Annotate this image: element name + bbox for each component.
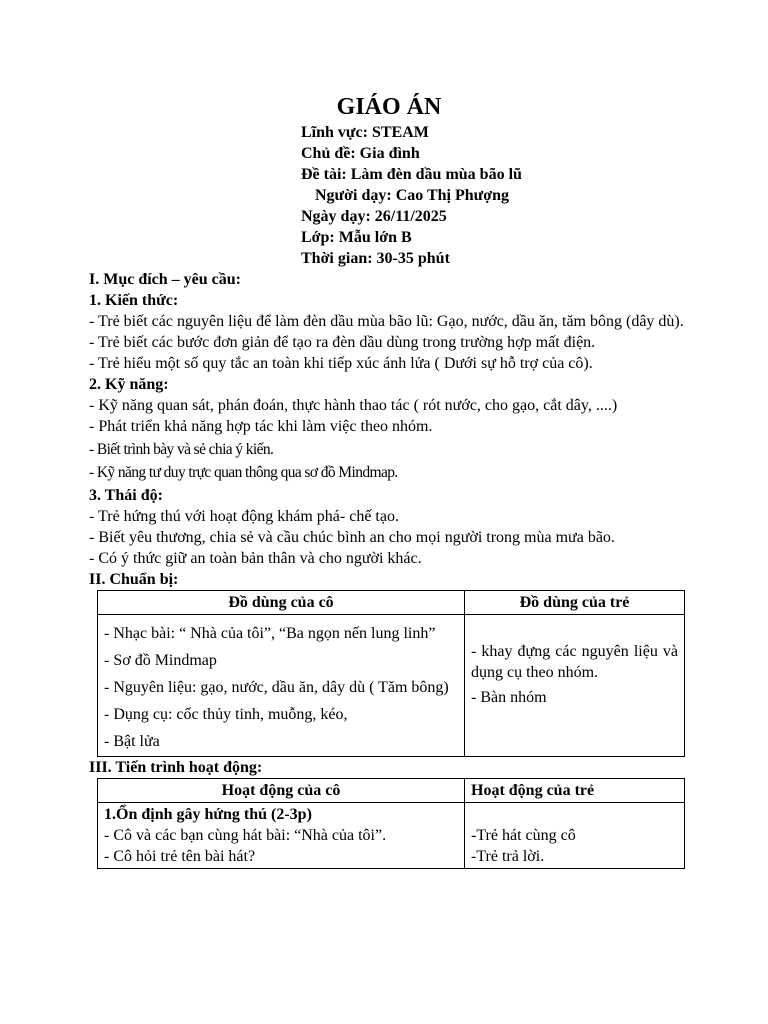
attitude-heading: 3. Thái độ: — [89, 487, 163, 504]
section-3-heading: III. Tiến trình hoạt động: — [89, 759, 263, 776]
column-header-teacher: Đồ dùng của cô — [98, 591, 465, 615]
knowledge-item: - Trẻ biết các bước đơn giản để tạo ra đèn dầu dùng trong trường hợp mất điện. — [89, 334, 596, 351]
meta-class: Lớp: Mẫu lớn B — [301, 229, 412, 246]
skills-item: - Phát triển khả năng hợp tác khi làm việc theo nhóm. — [89, 418, 433, 435]
list-item: - Nguyên liệu: gạo, nước, dầu ăn, dây dù ( Tăm bông) — [104, 679, 449, 696]
meta-teacher: Người dạy: Cao Thị Phượng — [315, 187, 509, 204]
section-2-heading: II. Chuẩn bị: — [89, 571, 179, 588]
skills-item: - Kỹ năng quan sát, phán đoán, thực hành thao tác ( rót nước, cho gạo, cắt dây, ....) — [89, 397, 618, 414]
knowledge-item: - Trẻ biết các nguyên liệu để làm đèn dầu mùa bão lũ: Gạo, nước, dầu ăn, tăm bông (dây dù). — [89, 313, 684, 330]
step-title: 1.Ổn định gây hứng thú (2-3p) — [104, 806, 312, 823]
preparation-table — [97, 590, 685, 757]
attitude-item: - Trẻ hứng thú với hoạt động khám phá- chế tạo. — [89, 508, 399, 525]
skills-item: - Biết trình bày và sẻ chia ý kiến. — [89, 441, 274, 458]
list-item: - Bàn nhóm — [471, 689, 547, 706]
meta-topic: Chủ đề: Gia đình — [301, 145, 420, 162]
child-activity-cell — [465, 803, 685, 869]
teacher-activity-cell — [98, 803, 465, 869]
column-header-teacher-activity: Hoạt động của cô — [98, 779, 465, 803]
column-header-child: Đồ dùng của trẻ — [465, 591, 685, 615]
list-item: - Cô hỏi trẻ tên bài hát? — [104, 848, 256, 865]
list-item: - Bật lửa — [104, 733, 160, 750]
knowledge-heading: 1. Kiến thức: — [89, 292, 179, 309]
meta-field: Lĩnh vực: STEAM — [301, 124, 429, 141]
table-row — [98, 803, 685, 869]
list-item: - Nhạc bài: “ Nhà của tôi”, “Ba ngọn nến lung linh” — [104, 625, 436, 642]
child-materials-cell — [465, 615, 685, 757]
list-item: - Cô và các bạn cùng hát bài: “Nhà của tôi”. — [104, 827, 387, 844]
attitude-item: - Biết yêu thương, chia sẻ và cầu chúc bình an cho mọi người trong mùa mưa bão. — [89, 529, 615, 546]
knowledge-item: - Trẻ hiểu một số quy tắc an toàn khi tiếp xúc ánh lửa ( Dưới sự hỗ trợ của cô). — [89, 355, 593, 372]
activity-table — [97, 778, 685, 869]
meta-duration: Thời gian: 30-35 phút — [301, 250, 450, 267]
teacher-materials-cell — [98, 615, 465, 757]
meta-subject: Đề tài: Làm đèn dầu mùa bão lũ — [301, 166, 522, 183]
list-item: -Trẻ trả lời. — [471, 848, 545, 865]
list-item: - khay đựng các nguyên liệu và dụng cụ theo nhóm. — [471, 643, 678, 681]
list-item: - Dụng cụ: cốc thủy tinh, muỗng, kéo, — [104, 706, 348, 723]
table-row — [98, 615, 685, 757]
lesson-meta — [301, 122, 689, 269]
column-header-child-activity: Hoạt động của trẻ — [465, 779, 685, 803]
section-1-heading: I. Mục đích – yêu cầu: — [89, 271, 241, 288]
meta-date: Ngày dạy: 26/11/2025 — [301, 208, 447, 225]
skills-item: - Kỹ năng tư duy trực quan thông qua sơ đồ Mindmap. — [89, 464, 398, 481]
document-title: GIÁO ÁN — [336, 94, 442, 120]
skills-heading: 2. Kỹ năng: — [89, 376, 169, 393]
table-header-row — [98, 779, 685, 803]
attitude-item: - Có ý thức giữ an toàn bản thân và cho người khác. — [89, 550, 422, 567]
list-item: - Sơ đồ Mindmap — [104, 652, 217, 669]
table-header-row — [98, 591, 685, 615]
lesson-plan-page — [89, 92, 689, 869]
list-item: -Trẻ hát cùng cô — [471, 827, 576, 844]
